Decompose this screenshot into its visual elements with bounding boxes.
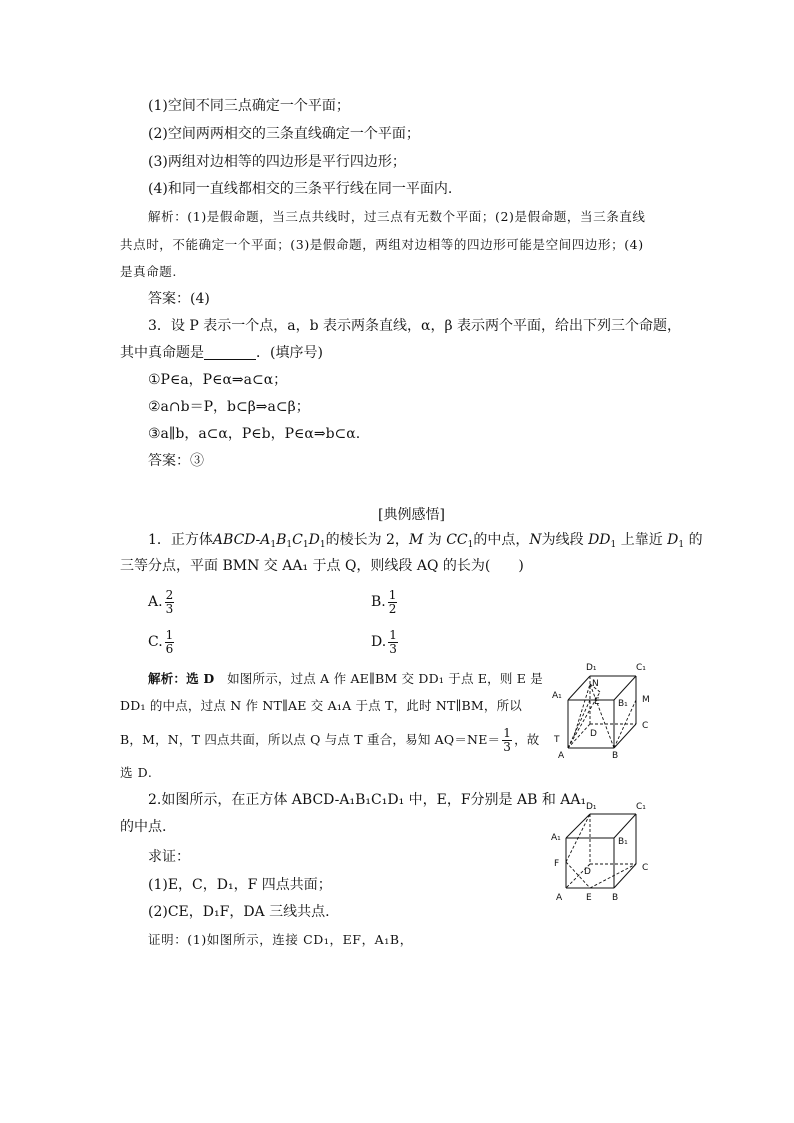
answer-blank [204,345,256,360]
ex1-number: 1．正方体 [148,532,213,548]
solution-line-1: 解析：(1)是假命题，当三点共线时，过三点有无数个平面；(2)是假命题，当三条直线 [148,209,646,224]
ex1-solution-1 [148,670,543,688]
ex1-solution-den: 3 [503,740,512,754]
option-a-fraction [165,589,175,616]
option-b-den: 2 [388,601,397,616]
option-a-den: 3 [165,601,174,616]
label-d: D [590,729,597,739]
ex2-line-2: 的中点. [120,819,167,835]
statement-4: (4)和同一直线都相交的三条平行线在同一平面内. [148,181,453,197]
q3-line-2-b: ．(填序号) [256,345,323,361]
label-d1: D₁ [586,663,597,673]
ex2-line-1: 2.如图所示，在正方体 ABCD-A₁B₁C₁D₁ 中，E，F分别是 AB 和 AA₁ [148,792,587,808]
cube-figure-1 [548,658,660,760]
option-a-label: A. [148,594,163,610]
option-d [371,624,400,660]
option-d-fraction [388,629,398,656]
statement-1: (1)空间不同三点确定一个平面； [148,98,350,114]
option-d-den: 3 [389,641,397,656]
ex1-solution-4: 选 D. [120,765,153,780]
ex1-text-c: 的中点， [473,532,530,548]
label-e: E [586,893,592,903]
label-a: A [558,751,565,760]
option-c-den: 6 [165,641,174,656]
option-c-label: C. [148,634,163,650]
ex1-solution-3-tail: ，故 [514,732,540,747]
q3-answer: 答案：③ [148,453,204,469]
ex2-prove: 求证： [148,849,190,865]
solution-line-2: 共点时，不能确定一个平面；(3)是假命题，两组对边相等的四边形可能是空间四边形；(4) [120,237,644,252]
label-e: E [594,697,600,707]
option-c-fraction [165,629,175,656]
q3-item-3: ③a∥b，a⊂α，P∈b，P∈α⇒b⊂α. [148,426,361,442]
ex1-text-f: 的 [688,532,703,548]
ex1-solution-fraction [502,727,512,754]
solution-line-3: 是真命题. [120,264,177,279]
label-d: D [584,867,591,877]
label-t: T [554,735,560,745]
ex1-solution-3 [120,722,539,758]
option-d-label: D. [371,634,387,650]
q3-item-1: ①P∈a，P∈α⇒a⊂α； [148,372,288,388]
label-c1: C₁ [636,663,646,673]
ex2-proof: 证明：(1)如图所示，连接 CD₁，EF，A₁B， [148,932,413,947]
option-a [148,584,176,620]
label-b: B [612,751,619,760]
option-c-num: 1 [165,627,174,642]
ex1-text-d: 为线段 [541,532,584,548]
ex1-text-e: 上靠近 [620,532,663,548]
option-a-num: 2 [165,587,174,602]
ex1-line-1: 1．正方体ABCD-$A_1B_1C_1D_1$的棱长为 2，M 为 $CC_1$的中点，N为线段 $DD_1$ 上靠近 $D_1$ 的 [148,532,703,550]
label-b1: B₁ [618,699,628,709]
label-a1: A₁ [551,833,561,843]
label-a1: A₁ [552,691,562,701]
ex1-solution-3-text: B，M，N，T 四点共面，所以点 Q 与点 T 重合，易知 AQ＝NE＝ [120,732,501,747]
q3-line-2 [120,344,323,362]
ex1-text-b: 为 [427,532,442,548]
ex1-line-2: 三等分点，平面 BMN 交 AA₁ 于点 Q，则线段 AQ 的长为( ) [120,558,524,574]
label-m: M [642,695,650,705]
label-n: N [592,679,599,689]
ex1-solution-label: 解析：选 D [148,671,215,686]
label-c1: C₁ [636,802,646,812]
statement-2: (2)空间两两相交的三条直线确定一个平面； [148,126,420,142]
ex1-text-a: 的棱长为 2， [325,532,409,548]
label-c: C [642,863,649,873]
ex1-solution-num: 1 [503,726,512,740]
label-f: F [554,859,560,869]
label-b1: B₁ [618,837,628,847]
option-b-label: B. [371,594,386,610]
cube-figure-2 [548,798,660,904]
label-c: C [642,721,649,731]
section-title: [典例感悟] [378,507,445,523]
q3-item-2: ②a∩b＝P，b⊂β⇒a⊂β； [148,399,310,415]
option-c [148,624,176,660]
option-b [371,584,399,620]
ex2-claim-1: (1)E，C，D₁，F 四点共面； [148,877,332,893]
label-a: A [556,893,563,903]
answer-prev: 答案：(4) [148,291,210,307]
label-d1: D₁ [586,802,597,812]
option-b-fraction [388,589,398,616]
option-d-num: 1 [389,627,397,642]
q3-line-2-a: 其中真命题是 [120,345,204,361]
q3-line-1: 3．设 P 表示一个点，a，b 表示两条直线，α，β 表示两个平面，给出下列三个命题， [148,318,681,334]
statement-3: (3)两组对边相等的四边形是平行四边形； [148,154,406,170]
ex1-solution-1-text: 如图所示，过点 A 作 AE∥BM 交 DD₁ 于点 E，则 E 是 [227,671,543,686]
ex1-solution-2: DD₁ 的中点，过点 N 作 NT∥AE 交 A₁A 于点 T，此时 NT∥BM，所以 [120,698,522,713]
option-b-num: 1 [388,587,397,602]
ex2-claim-2: (2)CE，D₁F，DA 三线共点. [148,904,330,920]
label-b: B [612,893,619,903]
